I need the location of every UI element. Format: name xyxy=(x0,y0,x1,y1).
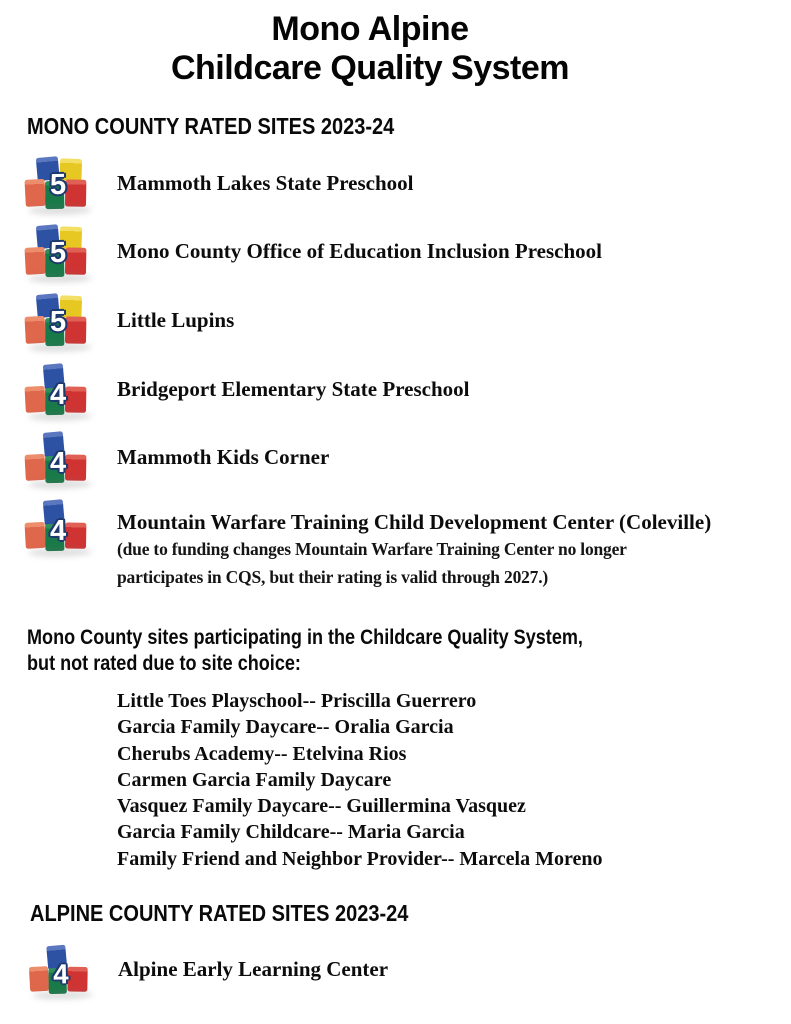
site-name: Mammoth Lakes State Preschool xyxy=(117,171,414,195)
rating-number: 5 xyxy=(49,305,67,339)
rated-site-row xyxy=(0,430,791,486)
rating-5-blocks-icon xyxy=(24,155,87,210)
site-name: Mountain Warfare Training Child Development Center (Coleville) xyxy=(117,510,712,534)
site-name: Mono County Office of Education Inclusion Preschool xyxy=(117,239,602,263)
rating-number: 4 xyxy=(49,446,67,480)
rated-site-row xyxy=(0,498,791,598)
mono-unrated-heading xyxy=(27,625,583,677)
rating-5-blocks-icon xyxy=(24,292,87,347)
unrated-site-item: Family Friend and Neighbor Provider-- Marcela Moreno xyxy=(117,847,603,870)
rated-site-row xyxy=(0,224,791,280)
rated-site-row xyxy=(0,944,791,1000)
unrated-site-item: Garcia Family Daycare-- Oralia Garcia xyxy=(117,716,454,739)
rating-4-blocks-icon xyxy=(24,429,87,484)
page-title-line-2: Childcare Quality System xyxy=(170,49,570,87)
site-note-line-1: (due to funding changes Mountain Warfare Training Center no longer xyxy=(117,539,627,559)
rated-site-row xyxy=(0,156,791,212)
unrated-site-item: Vasquez Family Daycare-- Guillermina Vasquez xyxy=(117,795,526,818)
rating-4-blocks-icon xyxy=(24,497,87,552)
unrated-site-item: Little Toes Playschool-- Priscilla Guerrero xyxy=(117,690,477,712)
site-name: Mammoth Kids Corner xyxy=(117,445,330,469)
rating-4-blocks-icon xyxy=(24,361,87,416)
rated-site-row xyxy=(0,362,791,418)
unrated-site-item: Garcia Family Childcare-- Maria Garcia xyxy=(117,821,465,844)
site-name: Alpine Early Learning Center xyxy=(118,957,389,981)
mono-rated-heading: MONO COUNTY RATED SITES 2023-24 xyxy=(27,113,395,139)
unrated-sites-list xyxy=(117,688,603,872)
mono-unrated-heading-line-2: but not rated due to site choice: xyxy=(27,652,301,675)
rated-site-row xyxy=(0,293,791,349)
rating-number: 4 xyxy=(49,378,67,412)
unrated-site-item: Cherubs Academy-- Etelvina Rios xyxy=(117,742,407,765)
rating-4-blocks-icon xyxy=(28,943,88,995)
rating-number: 5 xyxy=(49,236,67,270)
site-name: Bridgeport Elementary State Preschool xyxy=(117,377,470,401)
page-title-line-1: Mono Alpine xyxy=(271,10,469,48)
rating-number: 5 xyxy=(49,168,67,202)
site-name: Little Lupins xyxy=(117,308,235,332)
unrated-site-item: Carmen Garcia Family Daycare xyxy=(117,768,392,791)
mono-unrated-heading-line-1: Mono County sites participating in the Childcare Quality System, xyxy=(27,626,583,649)
alpine-rated-heading: ALPINE COUNTY RATED SITES 2023-24 xyxy=(30,900,409,926)
site-note-line-2: participates in CQS, but their rating is valid through 2027.) xyxy=(117,567,549,587)
page-title xyxy=(0,10,740,88)
rating-number: 4 xyxy=(49,514,67,548)
rating-number: 4 xyxy=(52,959,69,991)
rating-5-blocks-icon xyxy=(24,223,87,278)
